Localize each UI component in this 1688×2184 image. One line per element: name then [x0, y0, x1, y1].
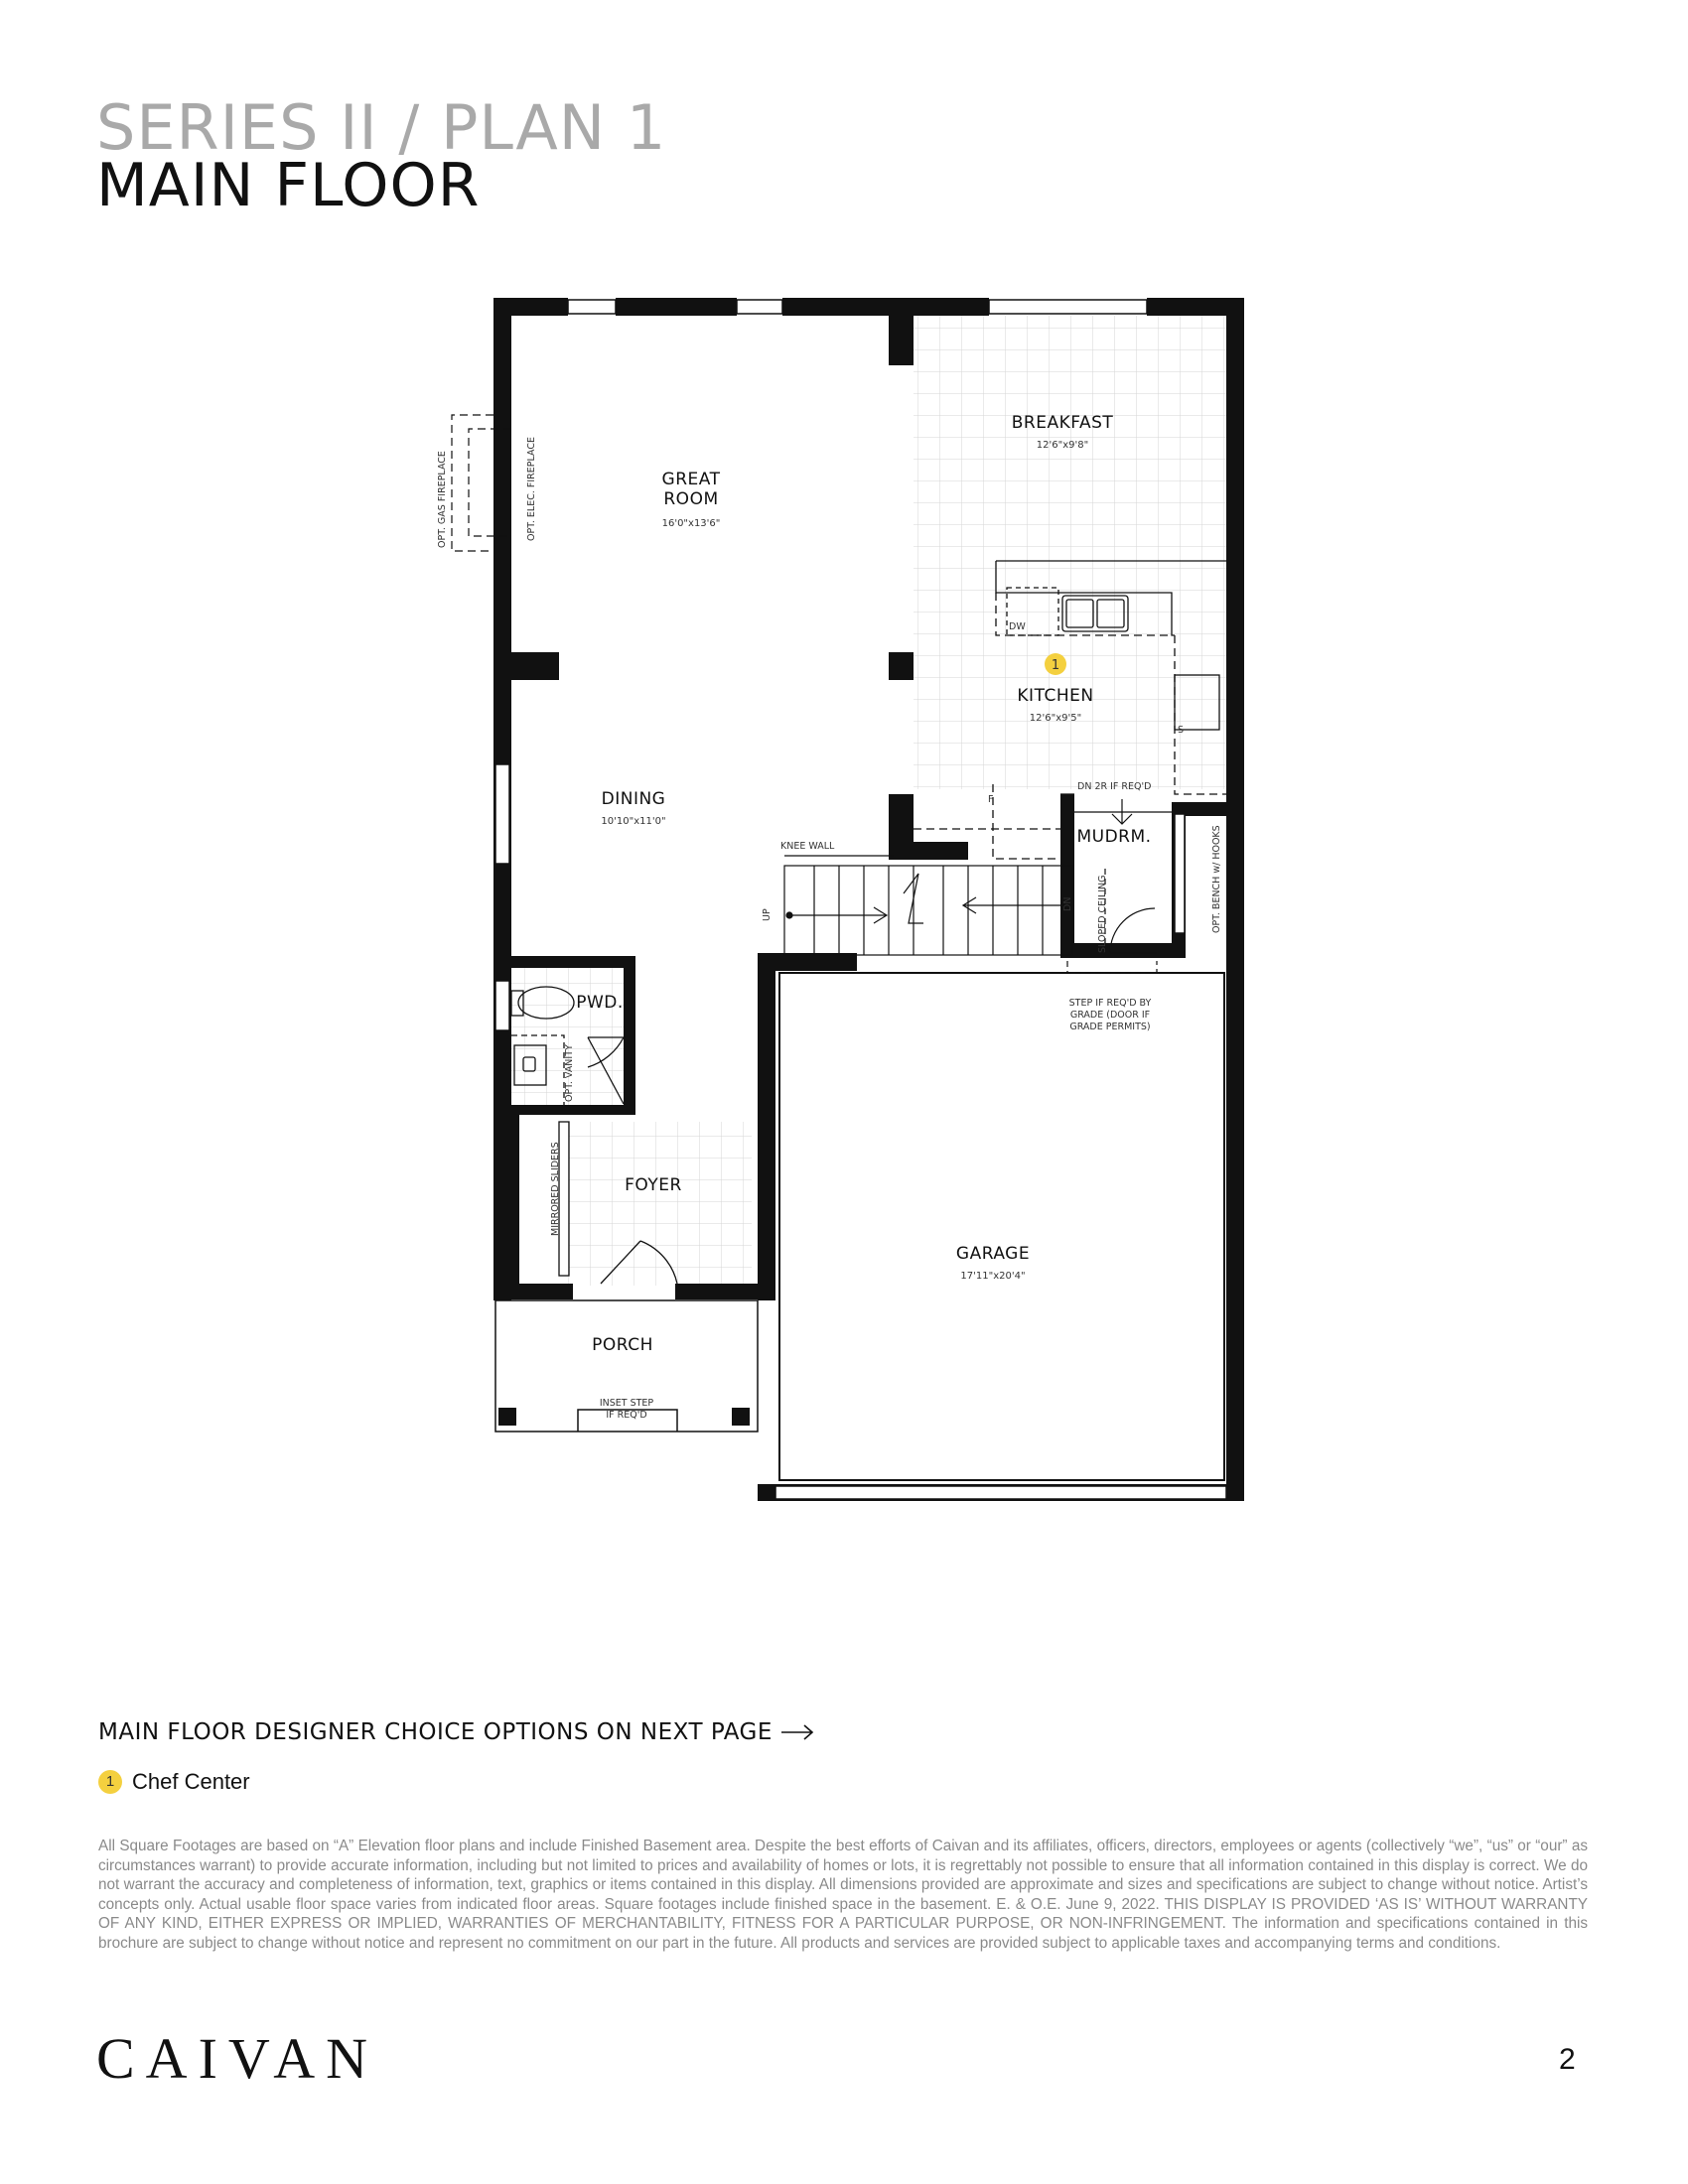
legal-disclaimer: All Square Footages are based on “A” Elevation floor plans and include Finished Basement area. Despite the best efforts of Caivan and its affiliates, officers, directors, employees or agents (collectively “we”, “us” or “our” as circumstances warrant) to provide accurate information, including but not limited to prices and availability of homes or lots, it is regrettably not possible to ensure that all information contained in this display is correct. We do not warrant the accuracy and completeness of information, text, graphics or items contained in this display. All dimensions provided are approximate and sizes and specifications are subject to change without notice. Artist’s concepts only. Actual usable floor space varies from indicated floor areas. Square footages include finished space in the basement. E. & O.E. June 9, 2022. THIS DISPLAY IS PROVIDED ‘AS IS’ WITHOUT WARRANTY OF ANY KIND, EITHER EXPRESS OR IMPLIED, WARRANTIES OF MERCHANTABILITY, FITNESS FOR A PARTICULAR PURPOSE, OR NON-INFRINGEMENT. The information and specifications contained in this brochure are subject to change without notice and represent no commitment on our part in the future. All products and services are provided subject to applicable taxes and accompanying terms and conditions. — [98, 1838, 1588, 1952]
caivan-logo: CAIVAN — [96, 2026, 379, 2091]
note-step-1: STEP IF REQ'D BY — [1068, 998, 1152, 1009]
room-dims-breakfast: 12'6"x9'8" — [1036, 440, 1089, 451]
floor-title: MAIN FLOOR — [96, 151, 481, 220]
note-step-2: GRADE (DOOR IF — [1069, 1010, 1151, 1021]
option-label: Chef Center — [132, 1769, 250, 1794]
series-plan-title: SERIES II / PLAN 1 — [96, 91, 667, 164]
note-dishwasher: DW — [1009, 621, 1026, 632]
note-up: UP — [762, 908, 773, 921]
room-name-porch: PORCH — [592, 1335, 653, 1355]
note-dn: DN — [1062, 896, 1073, 911]
designer-options-text: MAIN FLOOR DESIGNER CHOICE OPTIONS ON NEXT PAGE — [98, 1719, 773, 1745]
room-name-breakfast: BREAKFAST — [1011, 413, 1114, 433]
note-elec-fireplace: OPT. ELEC. FIREPLACE — [526, 437, 537, 541]
room-name-dining: DINING — [601, 789, 666, 809]
note-inset-1: INSET STEP — [599, 1398, 654, 1409]
staircase — [784, 856, 1072, 955]
note-knee-wall: KNEE WALL — [780, 841, 835, 852]
arrow-right-icon — [780, 1723, 814, 1741]
room-dims-great-room: 16'0"x13'6" — [661, 518, 721, 529]
room-dims-dining: 10'10"x11'0" — [601, 816, 666, 827]
foyer-tile — [568, 1122, 752, 1286]
note-stove: S — [1178, 725, 1185, 736]
room-name-foyer: FOYER — [625, 1175, 682, 1195]
room-name-powder: PWD. — [576, 993, 624, 1013]
page-number: 2 — [1559, 2043, 1576, 2076]
note-mirrored-sliders: MIRRORED SLIDERS — [550, 1142, 561, 1236]
room-dims-kitchen: 12'6"x9'5" — [1029, 713, 1082, 724]
room-dims-garage: 17'11"x20'4" — [960, 1271, 1026, 1282]
note-inset-2: IF REQ'D — [606, 1410, 647, 1421]
note-sloped-ceiling: SLOPED CEILING — [1097, 875, 1108, 953]
option-marker-number: 1 — [1051, 658, 1060, 673]
note-fridge: F — [988, 794, 994, 805]
note-bench: OPT. BENCH w/ HOOKS — [1211, 825, 1222, 933]
room-name-garage: GARAGE — [955, 1244, 1031, 1264]
note-vanity: OPT. VANITY — [564, 1044, 575, 1102]
garage-inner-outline — [779, 973, 1224, 1480]
room-name-mudroom: MUDRM. — [1076, 827, 1152, 847]
room-name-great-room-1: GREAT — [661, 470, 721, 489]
note-step-3: GRADE PERMITS) — [1069, 1022, 1151, 1032]
room-name-great-room-2: ROOM — [663, 489, 719, 509]
designer-options-link[interactable] — [98, 1719, 814, 1745]
note-gas-fireplace: OPT. GAS FIREPLACE — [437, 451, 448, 548]
note-dn-2r: DN 2R IF REQ'D — [1077, 781, 1152, 792]
room-name-kitchen: KITCHEN — [1017, 686, 1094, 706]
option-legend-item — [98, 1769, 250, 1795]
option-number-badge: 1 — [98, 1770, 122, 1794]
